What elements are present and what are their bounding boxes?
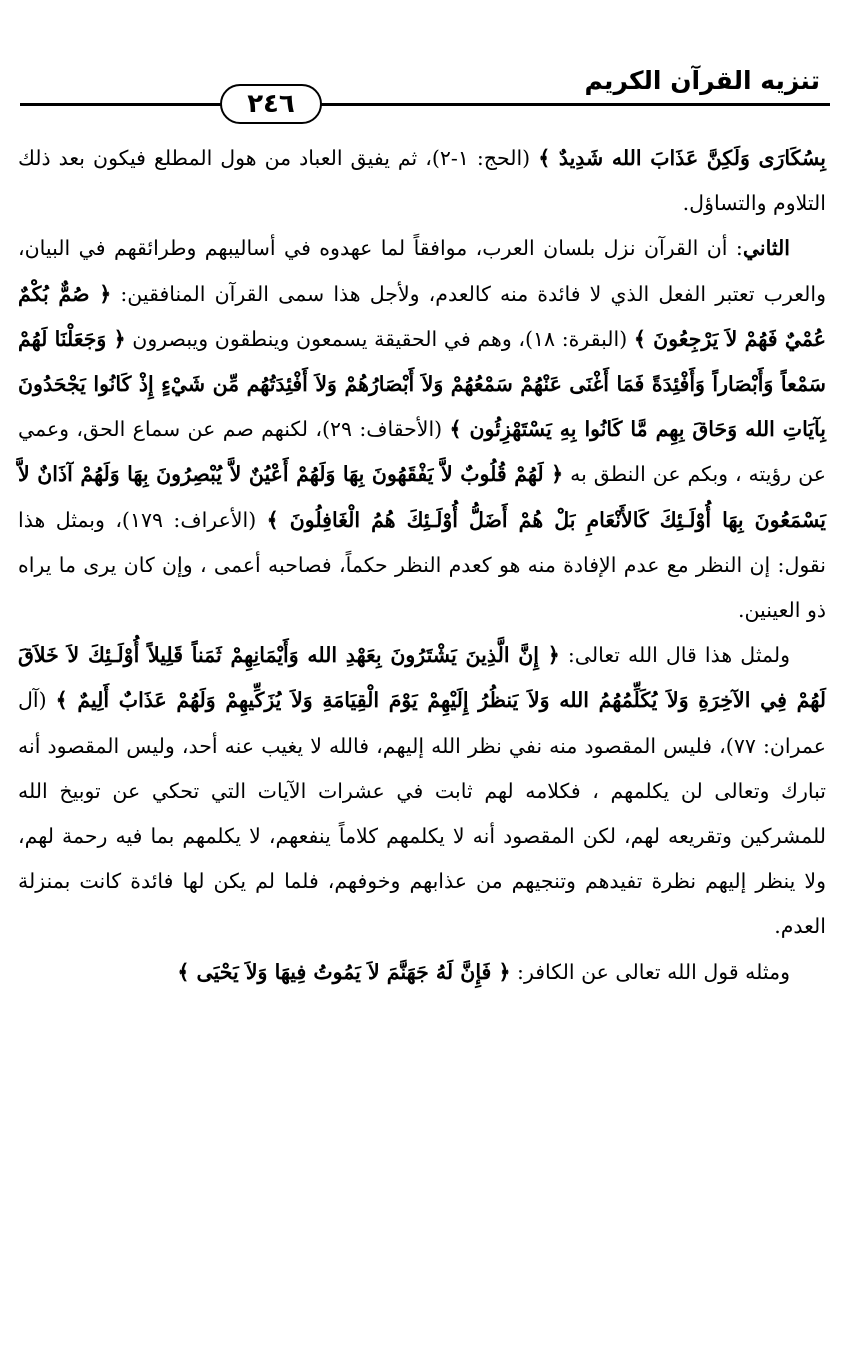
paragraph bbox=[18, 226, 826, 633]
text-run: (الأعراف: ١٧٩)، وبمثل هذا نقول: إن النظر مع عدم الإفادة منه هو كعدم النظر حكماً، فصاحبه أعمى ، وإن كان يرى ما يراه ذو العينين. bbox=[18, 507, 826, 623]
text-run: (آل عمران: ٧٧)، فليس المقصود منه نفي نظر الله إليهم، فالله لا يغيب عنه أحد، وليس المقصود أنه تبارك وتعالى لن يكلمهم ، فكلامه لهم ثابت في عشرات الآيات التي تحكي عن توبيخ الله للمشركين وتقريعه لهم، لكن المقصود أنه لا يكلمهم كلاماً ينفعهم، لا يكلمهم بما فيه رحمة لهم، ولا ينظر إليهم نظرة تفيدهم وتنجيهم من عذابهم وخوفهم، فلما لم يكن لها فائدة كانت بمنزلة العدم. bbox=[18, 688, 826, 939]
quran-verse: ﴿ فَإِنَّ لَهُ جَهَنَّمَ لاَ يَمُوتُ فِيهَا وَلاَ يَحْيَى ﴾ bbox=[177, 959, 511, 984]
text-run: : أن القرآن نزل بلسان العرب، موافقاً لما عهدوه في أساليبهم وطرائقهم في البيان، والعرب تعتبر الفعل الذي لا فائدة منه كالعدم، ولأجل هذا سمى القرآن المنافقين: bbox=[18, 236, 826, 306]
paragraph bbox=[18, 136, 826, 226]
text-run: (البقرة: ١٨)، وهم في الحقيقة يسمعون وينطقون ويبصرون bbox=[125, 326, 634, 351]
main-text bbox=[18, 136, 826, 995]
text-run: (الأحقاف: ٢٩)، لكنهم صم عن سماع الحق، وعمي عن رؤيته ، وبكم عن النطق به bbox=[18, 417, 826, 487]
header-rule bbox=[20, 103, 830, 106]
paragraph bbox=[18, 950, 826, 995]
quran-verse: ﴿ وَجَعَلْنَا لَهُمْ سَمْعاً وَأَبْصَاراً وَأَفْئِدَةً فَمَا أَغْنَى عَنْهُمْ سَمْعُهُمْ وَلاَ أَبْصَارُهُمْ وَلاَ أَفْئِدَتُهُم مِّن شَيْءٍ إِذْ كَانُوا يَجْحَدُونَ بِآيَاتِ الله وَحَاقَ بِهِم مَّا كَانُوا بِهِ يَسْتَهْزِئُون ﴾ bbox=[18, 326, 826, 442]
quran-verse: بِسُكَارَى وَلَكِنَّ عَذَابَ الله شَدِيدٌ ﴾ bbox=[538, 146, 826, 170]
text-run: (الحج: ١-٢)، ثم يفيق العباد من هول المطلع فيكون بعد ذلك التلاوم والتساؤل. bbox=[18, 146, 826, 216]
quran-verse: ﴿ إِنَّ الَّذِينَ يَشْتَرُونَ بِعَهْدِ الله وَأَيْمَانِهِمْ ثَمَناً قَلِيلاً أُوْلَـئِكَ لاَ خَلاَقَ لَهُمْ فِي الآخِرَةِ وَلاَ يُكَلِّمُهُمُ الله وَلاَ يَنظُرُ إِلَيْهِمْ يَوْمَ الْقِيَامَةِ وَلاَ يُزَكِّيهِمْ وَلَهُمْ عَذَابٌ أَلِيمٌ ﴾ bbox=[18, 643, 826, 713]
paragraph-lead: الثاني bbox=[742, 236, 790, 261]
text-run: ولمثل هذا قال الله تعالى: bbox=[559, 643, 790, 668]
page-header bbox=[20, 62, 830, 122]
running-title: تنزيه القرآن الكريم bbox=[584, 66, 820, 95]
quran-verse: ﴿ صُمٌّ بُكْمٌ عُمْيٌ فَهُمْ لاَ يَرْجِعُونَ ﴾ bbox=[18, 281, 826, 351]
page-number: ٢٤٦ bbox=[220, 84, 322, 124]
quran-verse: ﴿ لَهُمْ قُلُوبٌ لاَّ يَفْقَهُونَ بِهَا وَلَهُمْ أَعْيُنٌ لاَّ يُبْصِرُونَ بِهَا وَلَهُمْ آذَانٌ لاَّ يَسْمَعُونَ بِهَا أُوْلَـئِكَ كَالأَنْعَامِ بَلْ هُمْ أَضَلُّ أُوْلَـئِكَ هُمُ الْغَافِلُونَ ﴾ bbox=[18, 462, 826, 532]
paragraph bbox=[18, 633, 826, 949]
text-run: ومثله قول الله تعالى عن الكافر: bbox=[510, 959, 790, 984]
